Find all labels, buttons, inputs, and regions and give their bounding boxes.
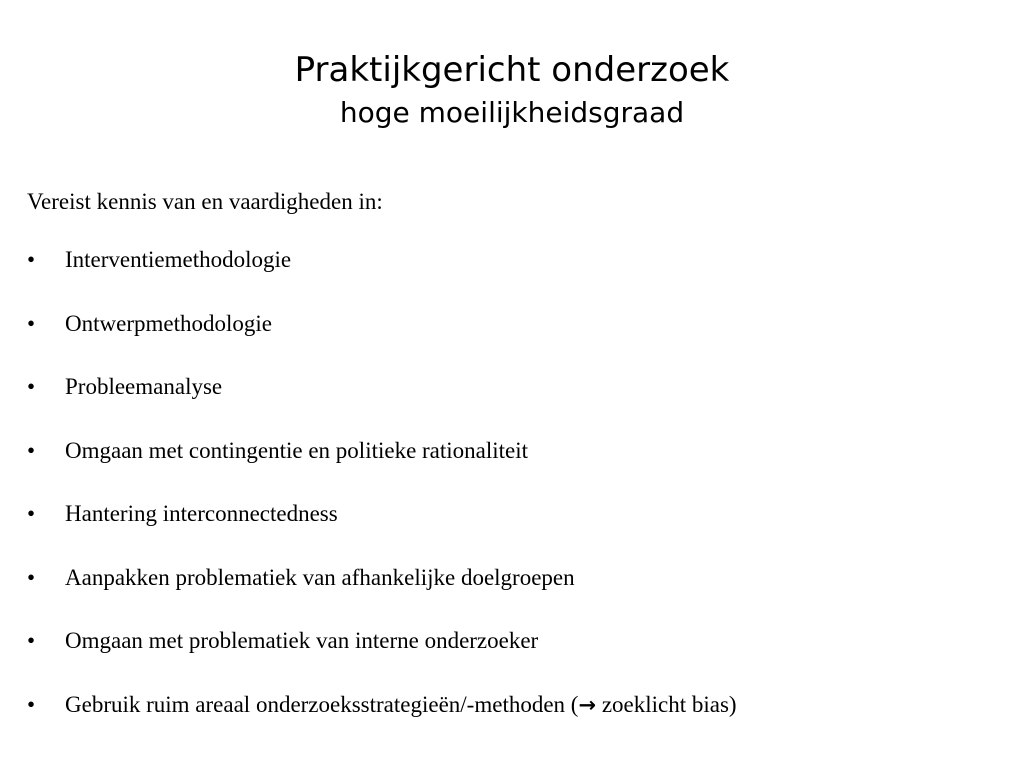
bullet-text: Aanpakken problematiek van afhankelijke doelgroepen (65, 564, 575, 590)
bullet-text: Omgaan met contingentie en politieke rationaliteit (65, 437, 529, 463)
arrow-right-icon: → (578, 692, 597, 717)
bullet-text: Ontwerpmethodologie (65, 310, 272, 336)
bullet-icon: • (27, 628, 36, 653)
slide-subtitle: hoge moeilijkheidsgraad (339, 96, 685, 129)
bullet-text: Omgaan met problematiek van interne onderzoeker (65, 628, 539, 653)
bullet-text-last (65, 689, 737, 721)
bullet-icon: • (27, 501, 36, 526)
bullet-text: Interventiemethodologie (65, 247, 292, 272)
bullet-text: Hantering interconnectedness (65, 501, 338, 526)
bullet-text-after-arrow: zoeklicht bias) (596, 691, 737, 717)
bullet-icon: • (27, 691, 36, 717)
bullet-icon: • (27, 437, 36, 463)
bullet-text: Probleemanalyse (65, 374, 223, 399)
title-block (0, 46, 1024, 132)
bullet-icon: • (27, 564, 36, 590)
bullet-text-before-arrow: Gebruik ruim areaal onderzoeksstrategieën/-methoden ( (65, 691, 579, 717)
intro-text: Vereist kennis van en vaardigheden in: (27, 189, 383, 214)
bullet-icon: • (27, 247, 36, 272)
bullet-icon: • (27, 374, 36, 399)
slide-title: Praktijkgericht onderzoek (294, 50, 730, 90)
bullet-icon: • (27, 310, 36, 336)
